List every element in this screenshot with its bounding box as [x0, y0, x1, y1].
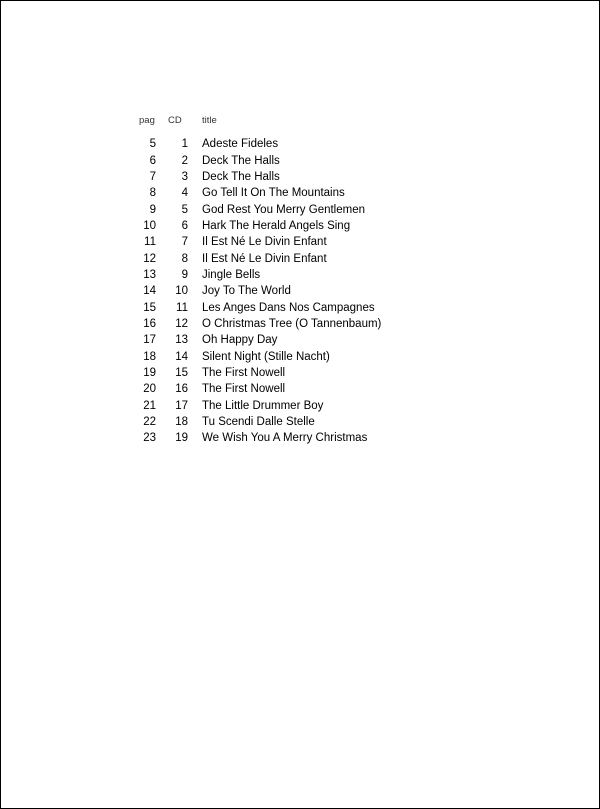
row-song-title: Oh Happy Day — [202, 334, 278, 347]
row-page-number: 20 — [143, 383, 156, 396]
row-cd-track: 9 — [181, 268, 188, 281]
row-cd-track: 5 — [181, 203, 188, 216]
table-row — [129, 316, 469, 332]
row-cd-track: 3 — [181, 170, 188, 183]
row-cd-track: 8 — [181, 252, 188, 265]
row-page-number: 13 — [143, 268, 156, 281]
row-song-title: We Wish You A Merry Christmas — [202, 432, 368, 445]
row-cd-track: 19 — [175, 432, 188, 445]
row-cd-track: 14 — [175, 350, 188, 363]
row-page-number: 6 — [149, 154, 156, 167]
row-page-number: 15 — [143, 301, 156, 314]
row-page-number: 17 — [143, 334, 156, 347]
row-song-title: The First Nowell — [202, 366, 286, 379]
row-cd-track: 18 — [175, 416, 188, 429]
row-cd-track: 1 — [181, 138, 188, 151]
row-cd-track: 15 — [175, 366, 188, 379]
table-row — [129, 348, 469, 364]
row-song-title: Go Tell It On The Mountains — [202, 187, 345, 200]
table-row — [129, 169, 469, 185]
table-row — [129, 283, 469, 299]
row-cd-track: 11 — [176, 301, 188, 314]
row-song-title: Deck The Halls — [202, 154, 280, 167]
table-row — [129, 365, 469, 381]
row-song-title: The First Nowell — [202, 383, 286, 396]
row-cd-track: 17 — [175, 399, 188, 412]
header-cd: CD — [168, 115, 182, 126]
row-page-number: 11 — [144, 236, 156, 249]
row-page-number: 21 — [143, 399, 156, 412]
row-song-title: Les Anges Dans Nos Campagnes — [202, 301, 375, 314]
row-cd-track: 10 — [175, 285, 188, 298]
row-cd-track: 12 — [175, 317, 188, 330]
row-page-number: 12 — [143, 252, 156, 265]
row-song-title: Hark The Herald Angels Sing — [202, 219, 351, 232]
row-song-title: Il Est Né Le Divin Enfant — [202, 252, 327, 265]
table-row — [129, 299, 469, 315]
row-page-number: 19 — [143, 366, 156, 379]
row-song-title: Il Est Né Le Divin Enfant — [202, 236, 327, 249]
table-body — [129, 136, 469, 447]
table-row — [129, 218, 469, 234]
row-page-number: 7 — [149, 170, 156, 183]
table-row — [129, 185, 469, 201]
header-title: title — [202, 115, 217, 126]
row-song-title: Adeste Fideles — [202, 138, 279, 151]
table-row — [129, 250, 469, 266]
row-page-number: 9 — [149, 203, 156, 216]
row-page-number: 8 — [149, 187, 156, 200]
row-song-title: The Little Drummer Boy — [202, 399, 324, 412]
row-cd-track: 13 — [175, 334, 188, 347]
contents-table — [129, 112, 469, 447]
row-cd-track: 6 — [181, 219, 188, 232]
row-song-title: Silent Night (Stille Nacht) — [202, 350, 330, 363]
table-row — [129, 398, 469, 414]
row-cd-track: 16 — [175, 383, 188, 396]
row-page-number: 23 — [143, 432, 156, 445]
row-cd-track: 7 — [181, 236, 188, 249]
row-song-title: Deck The Halls — [202, 170, 280, 183]
row-page-number: 18 — [143, 350, 156, 363]
row-song-title: Tu Scendi Dalle Stelle — [202, 416, 315, 429]
table-row — [129, 414, 469, 430]
table-row — [129, 136, 469, 152]
table-header — [129, 112, 469, 126]
header-pag: pag — [139, 115, 155, 126]
row-page-number: 16 — [143, 317, 156, 330]
table-row — [129, 381, 469, 397]
row-page-number: 10 — [143, 219, 156, 232]
table-row — [129, 430, 469, 446]
table-row — [129, 152, 469, 168]
row-page-number: 14 — [143, 285, 156, 298]
row-cd-track: 2 — [181, 154, 188, 167]
row-song-title: Joy To The World — [202, 285, 291, 298]
row-song-title: O Christmas Tree (O Tannenbaum) — [202, 317, 382, 330]
table-row — [129, 201, 469, 217]
row-page-number: 22 — [143, 416, 156, 429]
table-row — [129, 267, 469, 283]
row-song-title: God Rest You Merry Gentlemen — [202, 203, 365, 216]
row-cd-track: 4 — [181, 187, 188, 200]
row-song-title: Jingle Bells — [202, 268, 261, 281]
table-row — [129, 332, 469, 348]
row-page-number: 5 — [149, 138, 156, 151]
table-row — [129, 234, 469, 250]
